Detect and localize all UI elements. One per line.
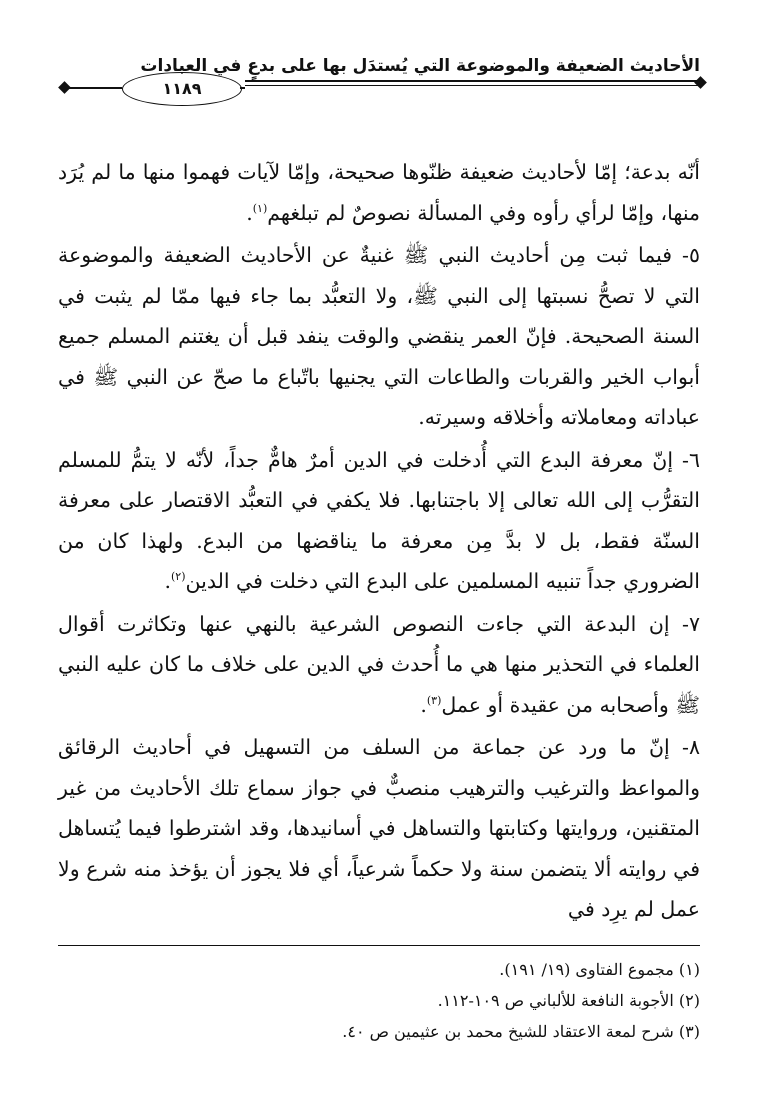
- page-number: ١١٨٩: [122, 72, 242, 106]
- header-rule-top: [245, 80, 700, 82]
- header-rule-left: [68, 87, 122, 89]
- paragraph: ٦- إنّ معرفة البدع التي أُدخلت في الدين أمرٌ هامٌّ جداً، لأنّه لا يتمُّ للمسلم التقرُّب إلى الله تعالى إلا باجتنابها. فلا يكفي في التعبُّد الاقتصار على معرفة السنّة فقط، بل لا بدَّ مِن معرفة ما يناقضها من البدع. ولهذا كان من الضروري جداً تنبيه المسلمين على البدع التي دخلت في الدين$^{(٢)}$.: [58, 447, 700, 593]
- paragraph: ٥- فيما ثبت مِن أحاديث النبي ﷺ غنيةٌ عن الأحاديث الضعيفة والموضوعة التي لا تصحُّ نسبتها إلى النبي ﷺ، ولا التعبُّد بما جاء فيها ممّا لم يثبت في السنة الصحيحة. فإنّ العمر ينقضي والوقت ينفد قبل أن يغتنم المسلم جميع أبواب الخير والقربات والطاعات التي يجنيها باتّباع ما صحّ عن النبي ﷺ في عباداته ومعاملاته وأخلاقه وسيرته.: [58, 243, 700, 429]
- running-header-title: الأحاديث الضعيفة والموضوعة التي يُستدَل بها على بدعٍ في العبادات: [140, 56, 700, 76]
- paragraph: أنّه بدعة؛ إمّا لأحاديث ضعيفة ظنّوها صحيحة، وإمّا لآيات فهموا منها ما لم يُرَد منها، وإمّا لرأي رأوه وفي المسألة نصوصٌ لم تبلغهم$^{(١)}$.: [58, 160, 700, 225]
- header-diamond-right: [694, 76, 707, 89]
- footnote-ref: (٣): [426, 693, 442, 707]
- running-header: [60, 50, 700, 108]
- footnote: (١) مجموع الفتاوى (١٩/ ١٩١).: [499, 960, 700, 979]
- footnotes: [58, 954, 700, 1047]
- header-rule-bottom: [245, 85, 700, 86]
- paragraph: ٧- إن البدعة التي جاءت النصوص الشرعية بالنهي عنها وتكاثرت أقوال العلماء في التحذير منها هي ما أُحدث في الدين على خلاف ما كان عليه النبي ﷺ وأصحابه من عقيدة أو عمل$^{(٣)}$.: [58, 611, 700, 717]
- header-diamond-left: [58, 81, 71, 94]
- footnote: (٢) الأجوبة النافعة للألباني ص ١٠٩-١١٢.: [437, 991, 700, 1010]
- footnote-ref: (٢): [171, 570, 186, 584]
- main-text: [58, 152, 700, 930]
- footnote-ref: (١): [252, 201, 268, 215]
- footnote: (٣) شرح لمعة الاعتقاد للشيخ محمد بن عثيمين ص ٤٠.: [342, 1022, 700, 1041]
- footnote-separator: [58, 945, 700, 946]
- paragraph: ٨- إنّ ما ورد عن جماعة من السلف من التسهيل في أحاديث الرقائق والمواعظ والترغيب والترهيب منصبٌّ في جواز سماع تلك الأحاديث من غير المتقنين، وروايتها وكتابتها والتساهل في أسانيدها، وقد اشترطوا فيما يُتساهل في روايته ألا يتضمن سنة ولا حكماً شرعياً، أي فلا يجوز أن يؤخذ منه شرع ولا عمل لم يرِد في: [58, 735, 700, 921]
